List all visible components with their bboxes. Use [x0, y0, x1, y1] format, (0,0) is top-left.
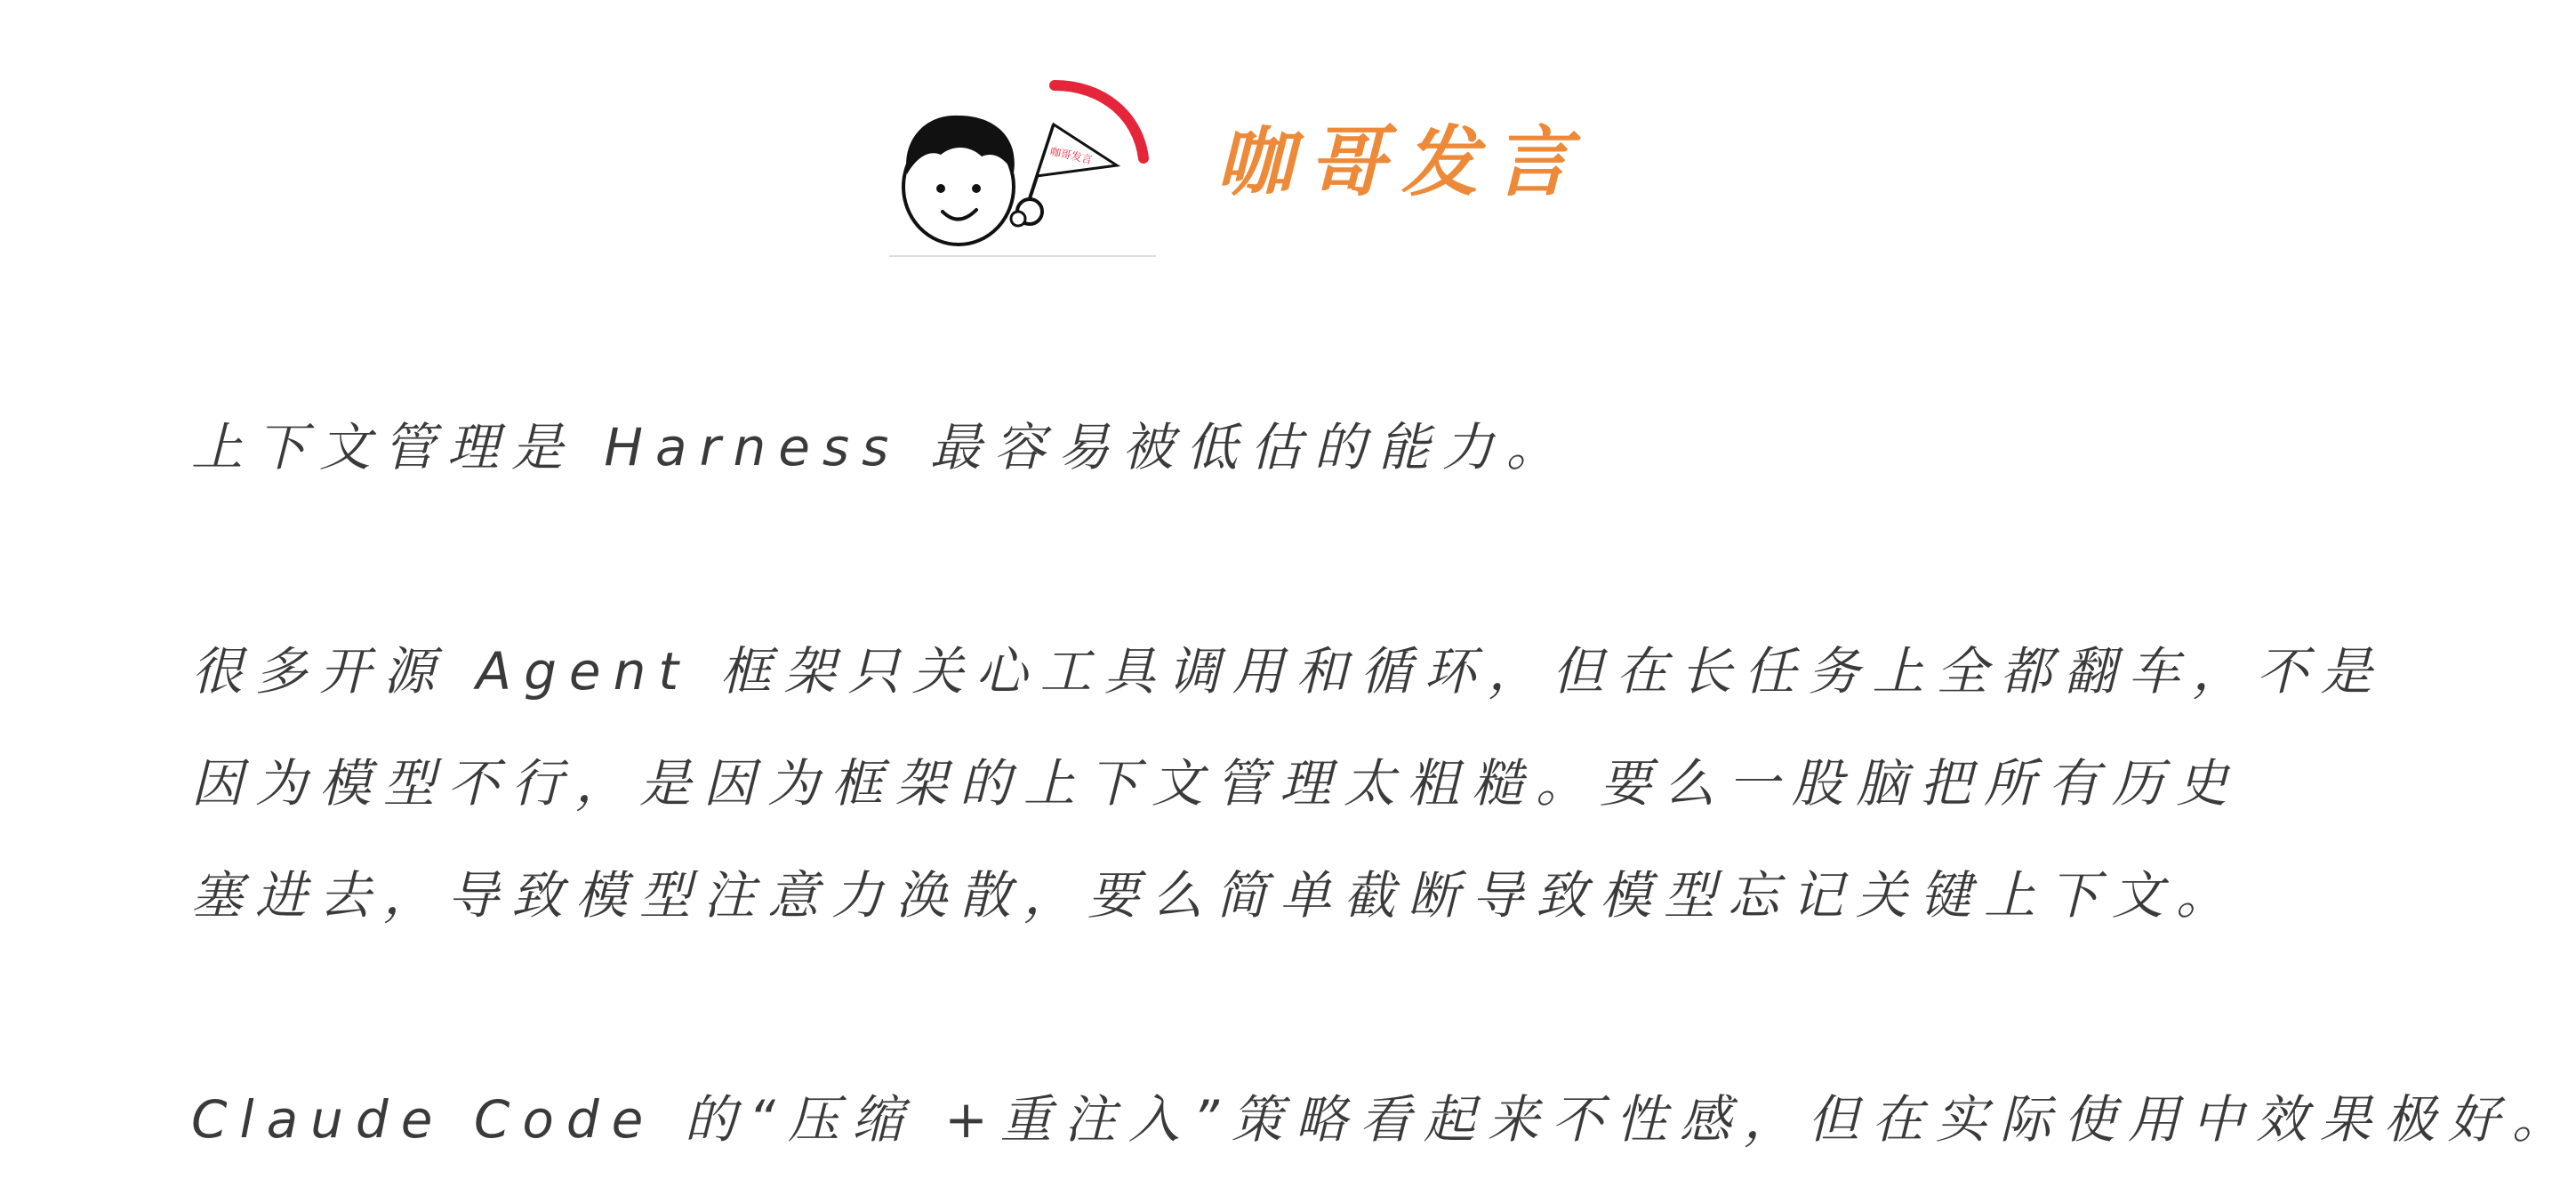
paragraph-gap [191, 503, 2201, 615]
left-eye [936, 184, 945, 193]
cartoon-face-with-flag-icon [889, 69, 1174, 265]
paragraph-1-line-1: 上下文管理是 Harness 最容易被低估的能力。 [191, 417, 1570, 477]
header [889, 69, 1586, 265]
paragraph-gap [191, 951, 2201, 1063]
hand-finger [1011, 212, 1025, 226]
flag-label: 咖哥发言 [1048, 145, 1094, 166]
brand-title: 咖哥发言 [1216, 118, 1586, 207]
paragraph-2-line-1: 很多开源 Agent 框架只关心工具调用和循环，但在长任务上全都翻车，不是 [191, 641, 2385, 702]
article-body [191, 391, 2576, 1175]
paragraph-2-line-2: 因为模型不行，是因为框架的上下文管理太粗糙。要么一股脑把所有历史 [191, 753, 2241, 814]
paragraph-3-line-1: Claude Code 的“压缩 +重注入”策略看起来不性感，但在实际使用中效果极好。 [191, 1089, 2576, 1150]
right-eye [972, 184, 981, 193]
paragraph-2-line-3: 塞进去，导致模型注意力涣散，要么简单截断导致模型忘记关键上下文。 [191, 865, 2241, 926]
